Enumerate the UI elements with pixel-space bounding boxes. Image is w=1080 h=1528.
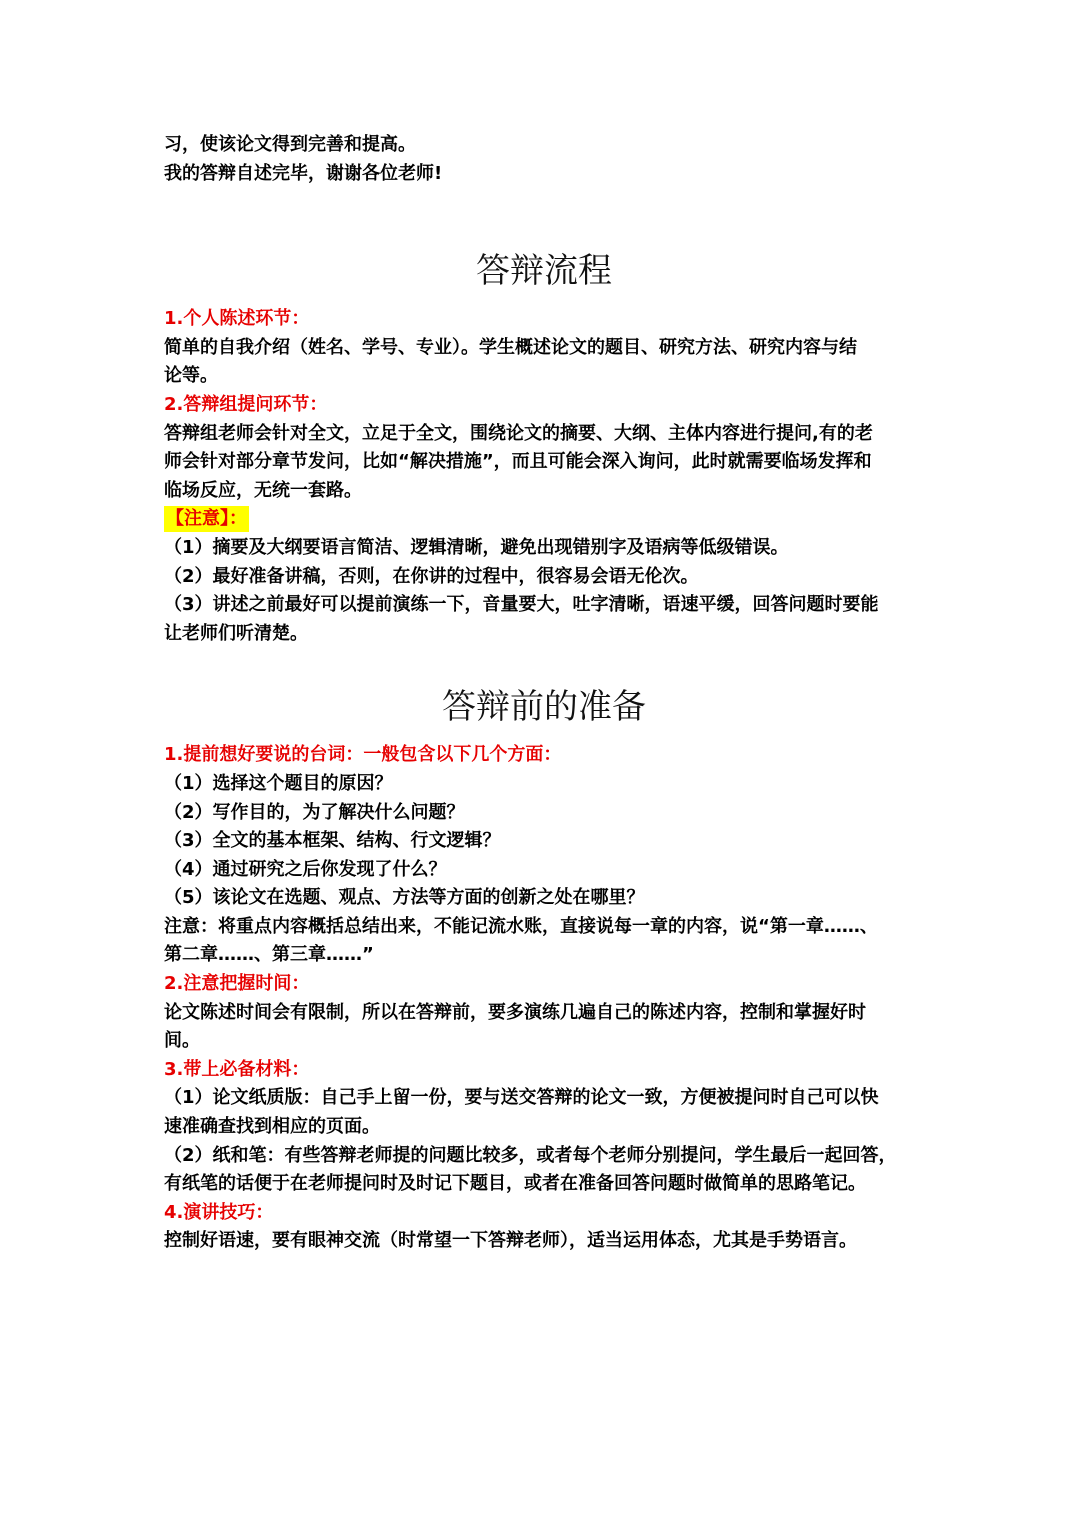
note-item: 让老师们听清楚。 [164, 622, 308, 644]
heading-panel-questions: 2.答辩组提问环节： [164, 393, 328, 415]
text-line: 控制好语速，要有眼神交流（时常望一下答辩老师），适当运用体态，尤其是手势语言。 [164, 1230, 857, 1252]
heading-materials: 3.带上必备材料： [164, 1058, 310, 1080]
text-line: 论等。 [164, 365, 218, 387]
intro-line-2: 我的答辩自述完毕，谢谢各位老师! [164, 162, 443, 184]
list-item: （3）全文的基本框架、结构、行文逻辑？ [164, 830, 501, 852]
text-line: 临场反应，无统一套路。 [164, 479, 362, 501]
list-item: （1）选择这个题目的原因？ [164, 772, 393, 794]
text-line: 第二章……、第三章……” [164, 944, 374, 966]
note-item: （1）摘要及大纲要语言简洁、逻辑清晰，避免出现错别字及语病等低级错误。 [164, 536, 789, 558]
text-line: 答辩组老师会针对全文，立足于全文，围绕论文的摘要、大纲、主体内容进行提问,有的老 [164, 422, 873, 444]
section-title-preparation: 答辩前的准备 [442, 687, 646, 728]
intro-line-1: 习，使该论文得到完善和提高。 [164, 134, 416, 155]
note-label-highlight: 【注意】： [164, 506, 249, 532]
note-item: （2）最好准备讲稿，否则，在你讲的过程中，很容易会语无伦次。 [164, 565, 699, 587]
list-item: （2）写作目的，为了解决什么问题？ [164, 801, 465, 823]
text-line: 速准确查找到相应的页面。 [164, 1116, 380, 1138]
text-line: 有纸笔的话便于在老师提问时及时记下题目，或者在准备回答问题时做简单的思路笔记。 [164, 1173, 866, 1195]
list-item: （5）该论文在选题、观点、方法等方面的创新之处在哪里？ [164, 887, 645, 909]
section-title-defense-process: 答辩流程 [476, 251, 612, 292]
document-page [164, 131, 924, 1256]
heading-time-control: 2.注意把握时间： [164, 973, 310, 995]
note-item: （3）讲述之前最好可以提前演练一下，音量要大，吐字清晰，语速平缓，回答问题时要能 [164, 594, 879, 616]
text-line: （2）纸和笔：有些答辩老师提的问题比较多，或者每个老师分别提问，学生最后一起回答， [164, 1144, 897, 1166]
heading-prepare-lines: 1.提前想好要说的台词：一般包含以下几个方面： [164, 744, 562, 766]
text-line: （1）论文纸质版：自己手上留一份，要与送交答辩的论文一致，方便被提问时自己可以快 [164, 1087, 879, 1109]
text-line: 间。 [164, 1030, 200, 1052]
text-line: 简单的自我介绍（姓名、学号、专业）。学生概述论文的题目、研究方法、研究内容与结 [164, 336, 857, 358]
text-line: 注意：将重点内容概括总结出来，不能记流水账，直接说每一章的内容，说“第一章……、 [164, 915, 878, 937]
list-item: （4）通过研究之后你发现了什么？ [164, 858, 447, 880]
note-label-row [164, 505, 924, 534]
heading-personal-statement: 1.个人陈述环节： [164, 308, 310, 330]
text-line: 师会针对部分章节发问，比如“解决措施”，而且可能会深入询问，此时就需要临场发挥和 [164, 451, 872, 473]
heading-speech-skills: 4.演讲技巧： [164, 1201, 274, 1223]
text-line: 论文陈述时间会有限制，所以在答辩前，要多演练几遍自己的陈述内容，控制和掌握好时 [164, 1001, 866, 1023]
